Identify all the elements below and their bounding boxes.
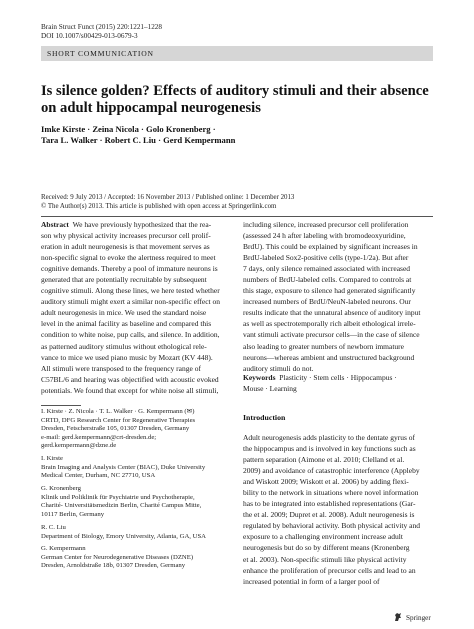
abstract-line: level in the animal facility as baseline and compared this [41,319,212,329]
abstract-line: results indicate that the unnatural absence of auditory input [243,308,421,318]
abstract-line: (assessed 24 h after labeling with bromodeoxyuridine, [243,231,406,241]
dates-line: Received: 9 July 2013 / Accepted: 16 November 2013 / Published online: 1 December 2013 [41,194,295,201]
abstract-line: non-specific signal to evoke the alertness required to meet [41,253,216,263]
abstract-line: 7 days, only silence remained associated with increased [243,264,411,274]
affiliation-block: I. Kirste · Z. Nicola · T. L. Walker · G. Kempermann (✉) CRTD, DFG Research Center for Regenerative Therapies Dresden, Fetscherstraße 105, 01307 Dresden, Germany e-mail: gerd.kempermann@crt-dresden.de; gerd.kempermann@dzne.de [41,408,196,450]
abstract-line: son why physical activity increases precursor cell prolif- [41,231,211,241]
springer-horse-logo-icon [393,612,403,624]
introduction-heading: Introduction [243,413,286,422]
abstract-line: cognitive stimuli. Along these lines, we here tested whether [41,286,220,296]
paper-title: Is silence golden? Effects of auditory stimuli and their absence on adult hippocampal neurogenesis [41,83,429,116]
author-list [41,124,441,146]
intro-line: increased potential in form of a larger pool of [243,576,380,586]
abstract-line: vant stimuli activate precursor cells—in the case of silence [243,330,420,340]
affiliation-block: G. Kronenberg Klinik und Poliklinik für Psychiatrie und Psychotherapie, Charité- Universitätsmedizin Berlin, Charité Campus Mitte, 10117 Berlin, Germany [41,485,202,518]
abstract-line: C57BL/6 and hearing was objectified with acoustic evoked [41,374,219,384]
abstract-line: adult neurogenesis in mice. We used the standard noise [41,308,207,318]
abstract-line: BrdU). This could be explained by significant increases in [243,242,418,252]
intro-line: enhance the proliferation of precursor cells and lead to an [243,565,416,575]
abstract-line: auditory stimuli do not. [243,363,314,373]
affiliation-block: G. Kempermann German Center for Neurodegenerative Diseases (DZNE) Dresden, Arnoldstraße 18b, 01307 Dresden, Germany [41,545,194,570]
intro-line: and Wiskott 2009; Wiskott et al. 2006) by adding flexi- [243,477,409,487]
intro-line: 2009) and avoidance of catastrophic interference (Appleby [243,466,420,476]
abstract-label: Abstract [41,220,69,229]
publisher-footer [393,612,431,624]
intro-line: et al. 2003). Non-specific stimuli like physical activity [243,554,407,564]
journal-citation-line: Brain Struct Funct (2015) 220:1221–1228 [41,23,162,31]
abstract-line: condition to white noise, pup calls, and silence. In addition, [41,330,220,340]
publisher-name: Springer [406,614,431,622]
abstract-continued [243,219,433,374]
header-rule [41,216,433,217]
abstract-line: auditory stimuli might exert a similar non-specific effect on [41,297,220,307]
intro-line: exposure to a challenging environment increase adult [243,532,403,542]
intro-line: has to be integrated into established representations (Gar- [243,499,416,509]
abstract-line: this stage, exposure to silence had generated significantly [243,286,416,296]
affiliation-block: R. C. Liu Department of Biology, Emory University, Atlanta, GA, USA [41,524,206,540]
footnote-rule [41,405,81,406]
abstract-line: including silence, increased precursor cell proliferation [243,220,409,229]
abstract-line: as well as spectrotemporally rich albeit ethological irrele- [243,319,416,329]
intro-line: pattern separation (Aimone et al. 2010; Clelland et al. [243,455,405,465]
abstract-line: generated that are potentially recruitable by subsequent [41,275,207,285]
keywords-label: Keywords [243,373,276,382]
abstract-line: cognitive demands. Thereby a pool of immature neurons is [41,264,218,274]
abstract-line: vance to mice we used piano music by Mozart (KV 448). [41,352,213,362]
affiliation-block: I. Kirste Brain Imaging and Analysis Center (BIAC), Duke University Medical Center, Durham, NC 27710, USA [41,455,206,480]
abstract-line: increased numbers of BrdU/NeuN-labeled neurons. Our [243,297,411,307]
intro-line: Adult neurogenesis adds plasticity to the dentate gyrus of [243,433,416,442]
keywords-line: Keywords Plasticity · Stem cells · Hippocampus · [243,373,397,382]
abstract-line: as patterned auditory stimulus without ethological rele- [41,341,207,351]
abstract-line: neurons—whereas ambient and unstructured background [243,352,415,362]
intro-line: bility to the network in situations where novel information [243,488,419,498]
abstract-line: eration in adult neurogenesis is that movement serves as [41,242,210,252]
section-band [41,46,433,61]
keywords-line: Mouse · Learning [243,384,297,394]
abstract-line: also leading to greater numbers of newborn immature [243,341,404,351]
intro-line: neurogenesis but do so by different means (Kronenberg [243,543,410,553]
section-label: SHORT COMMUNICATION [47,49,154,58]
author-line: Imke Kirste · Zeina Nicola · Golo Kronenberg · [41,124,216,134]
copyright-line: © The Author(s) 2013. This article is published with open access at Springerlink.com [41,202,277,210]
abstract [41,219,230,396]
abstract-line: Abstract We have previously hypothesized that the rea- [41,220,212,229]
intro-line: regulated by behavioral activity. Both physical activity and [243,521,420,531]
introduction-text [243,432,433,587]
abstract-line: numbers of BrdU-labeled cells. Compared to controls at [243,275,412,285]
author-line: Tara L. Walker · Robert C. Liu · Gerd Kempermann [41,135,236,145]
journal-citation [41,23,162,41]
keywords [243,372,433,394]
publication-history [41,194,441,211]
abstract-line: All stimuli were transposed to the frequency range of [41,363,201,373]
journal-doi-line: DOI 10.1007/s00429-013-0679-3 [41,32,138,40]
abstract-line: potentials. We found that except for white noise all stimuli, [41,385,219,395]
intro-line: the et al. 2009; Dupret et al. 2008). Adult neurogenesis is [243,510,415,520]
abstract-line: BrdU-labeled Sox2-positive cells (type-1/2a). But after [243,253,409,263]
intro-line: the hippocampus and is involved in key functions such as [243,444,416,454]
